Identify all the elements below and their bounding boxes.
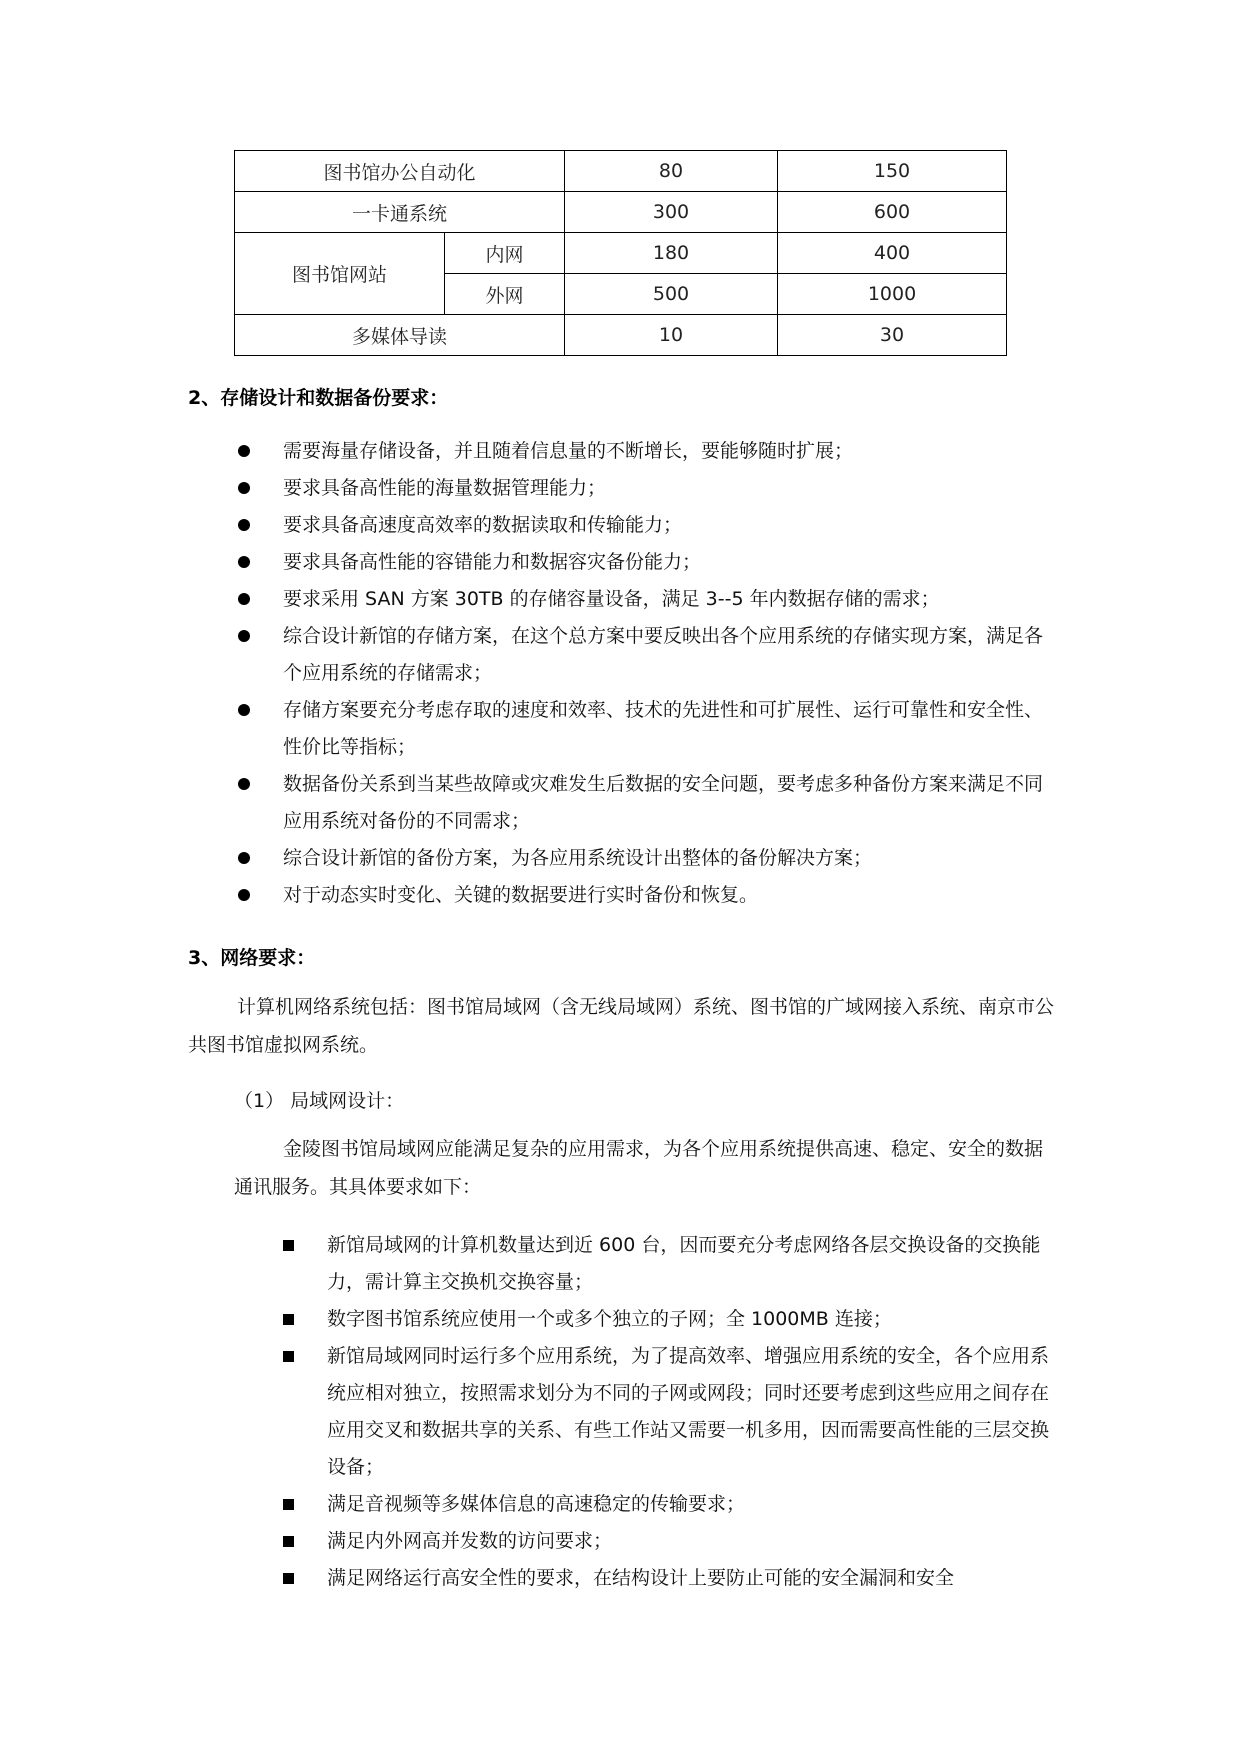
table-row <box>235 192 1007 233</box>
list-item: 综合设计新馆的备份方案，为各应用系统设计出整体的备份解决方案； <box>238 840 1058 877</box>
table-cell: 图书馆办公自动化 <box>235 151 565 192</box>
list-item: 满足网络运行高安全性的要求，在结构设计上要防止可能的安全漏洞和安全 <box>283 1560 1063 1597</box>
list-item: 综合设计新馆的存储方案，在这个总方案中要反映出各个应用系统的存储实现方案，满足各个应用系统的存储需求； <box>238 618 1058 692</box>
table-cell: 外网 <box>445 274 565 315</box>
bullet-icon <box>238 556 250 568</box>
bullet-icon <box>238 704 250 716</box>
section-2-heading: 2、存储设计和数据备份要求： <box>188 387 449 409</box>
square-bullet-icon <box>283 1240 294 1251</box>
list-item: 存储方案要充分考虑存取的速度和效率、技术的先进性和可扩展性、运行可靠性和安全性、性价比等指标； <box>238 692 1058 766</box>
list-item: 满足音视频等多媒体信息的高速稳定的传输要求； <box>283 1486 1063 1523</box>
list-item: 需要海量存储设备，并且随着信息量的不断增长，要能够随时扩展； <box>238 433 1058 470</box>
table-cell: 多媒体导读 <box>235 315 565 356</box>
square-bullet-icon <box>283 1499 294 1510</box>
bullet-icon <box>238 852 250 864</box>
list-item: 要求具备高性能的海量数据管理能力； <box>238 470 1058 507</box>
list-item: 数字图书馆系统应使用一个或多个独立的子网；全 1000MB 连接； <box>283 1301 1063 1338</box>
square-bullet-icon <box>283 1573 294 1584</box>
table-cell: 180 <box>565 233 778 274</box>
bullet-icon <box>238 630 250 642</box>
capacity-table <box>234 150 1007 356</box>
table-row <box>235 315 1007 356</box>
table-cell: 400 <box>778 233 1007 274</box>
list-item: 对于动态实时变化、关键的数据要进行实时备份和恢复。 <box>238 877 1058 914</box>
table-row <box>235 233 1007 274</box>
list-item: 要求具备高速度高效率的数据读取和传输能力； <box>238 507 1058 544</box>
table-cell: 一卡通系统 <box>235 192 565 233</box>
list-item: 新馆局域网的计算机数量达到近 600 台，因而要充分考虑网络各层交换设备的交换能力，需计算主交换机交换容量； <box>283 1227 1063 1301</box>
bullet-icon <box>238 889 250 901</box>
list-item: 数据备份关系到当某些故障或灾难发生后数据的安全问题，要考虑多种备份方案来满足不同应用系统对备份的不同需求； <box>238 766 1058 840</box>
table-cell: 30 <box>778 315 1007 356</box>
section-3-intro: 计算机网络系统包括：图书馆局域网（含无线局域网）系统、图书馆的广域网接入系统、南京市公共图书馆虚拟网系统。 <box>188 996 1055 1056</box>
list-item: 满足内外网高并发数的访问要求； <box>283 1523 1063 1560</box>
table-cell: 150 <box>778 151 1007 192</box>
section-3-heading: 3、网络要求： <box>188 947 316 969</box>
table-cell: 10 <box>565 315 778 356</box>
table-row <box>235 151 1007 192</box>
subsection-heading: （1） 局域网设计： <box>234 1090 405 1112</box>
table-cell: 图书馆网站 <box>235 233 445 315</box>
table-cell: 内网 <box>445 233 565 274</box>
table-cell: 1000 <box>778 274 1007 315</box>
list-item: 要求采用 SAN 方案 30TB 的存储容量设备，满足 3--5 年内数据存储的需求； <box>238 581 1058 618</box>
list-item: 新馆局域网同时运行多个应用系统，为了提高效率、增强应用系统的安全，各个应用系统应相对独立，按照需求划分为不同的子网或网段；同时还要考虑到这些应用之间存在应用交叉和数据共享的关系、有些工作站又需要一机多用，因而需要高性能的三层交换设备； <box>283 1338 1063 1486</box>
square-bullet-icon <box>283 1536 294 1547</box>
square-bullet-icon <box>283 1314 294 1325</box>
table-cell: 600 <box>778 192 1007 233</box>
bullet-icon <box>238 482 250 494</box>
table-cell: 500 <box>565 274 778 315</box>
table-cell: 80 <box>565 151 778 192</box>
bullet-icon <box>238 519 250 531</box>
list-item: 要求具备高性能的容错能力和数据容灾备份能力； <box>238 544 1058 581</box>
square-bullet-icon <box>283 1351 294 1362</box>
bullet-icon <box>238 445 250 457</box>
bullet-icon <box>238 778 250 790</box>
bullet-icon <box>238 593 250 605</box>
subsection-intro: 金陵图书馆局域网应能满足复杂的应用需求，为各个应用系统提供高速、稳定、安全的数据通讯服务。其具体要求如下： <box>234 1138 1044 1198</box>
table-cell: 300 <box>565 192 778 233</box>
